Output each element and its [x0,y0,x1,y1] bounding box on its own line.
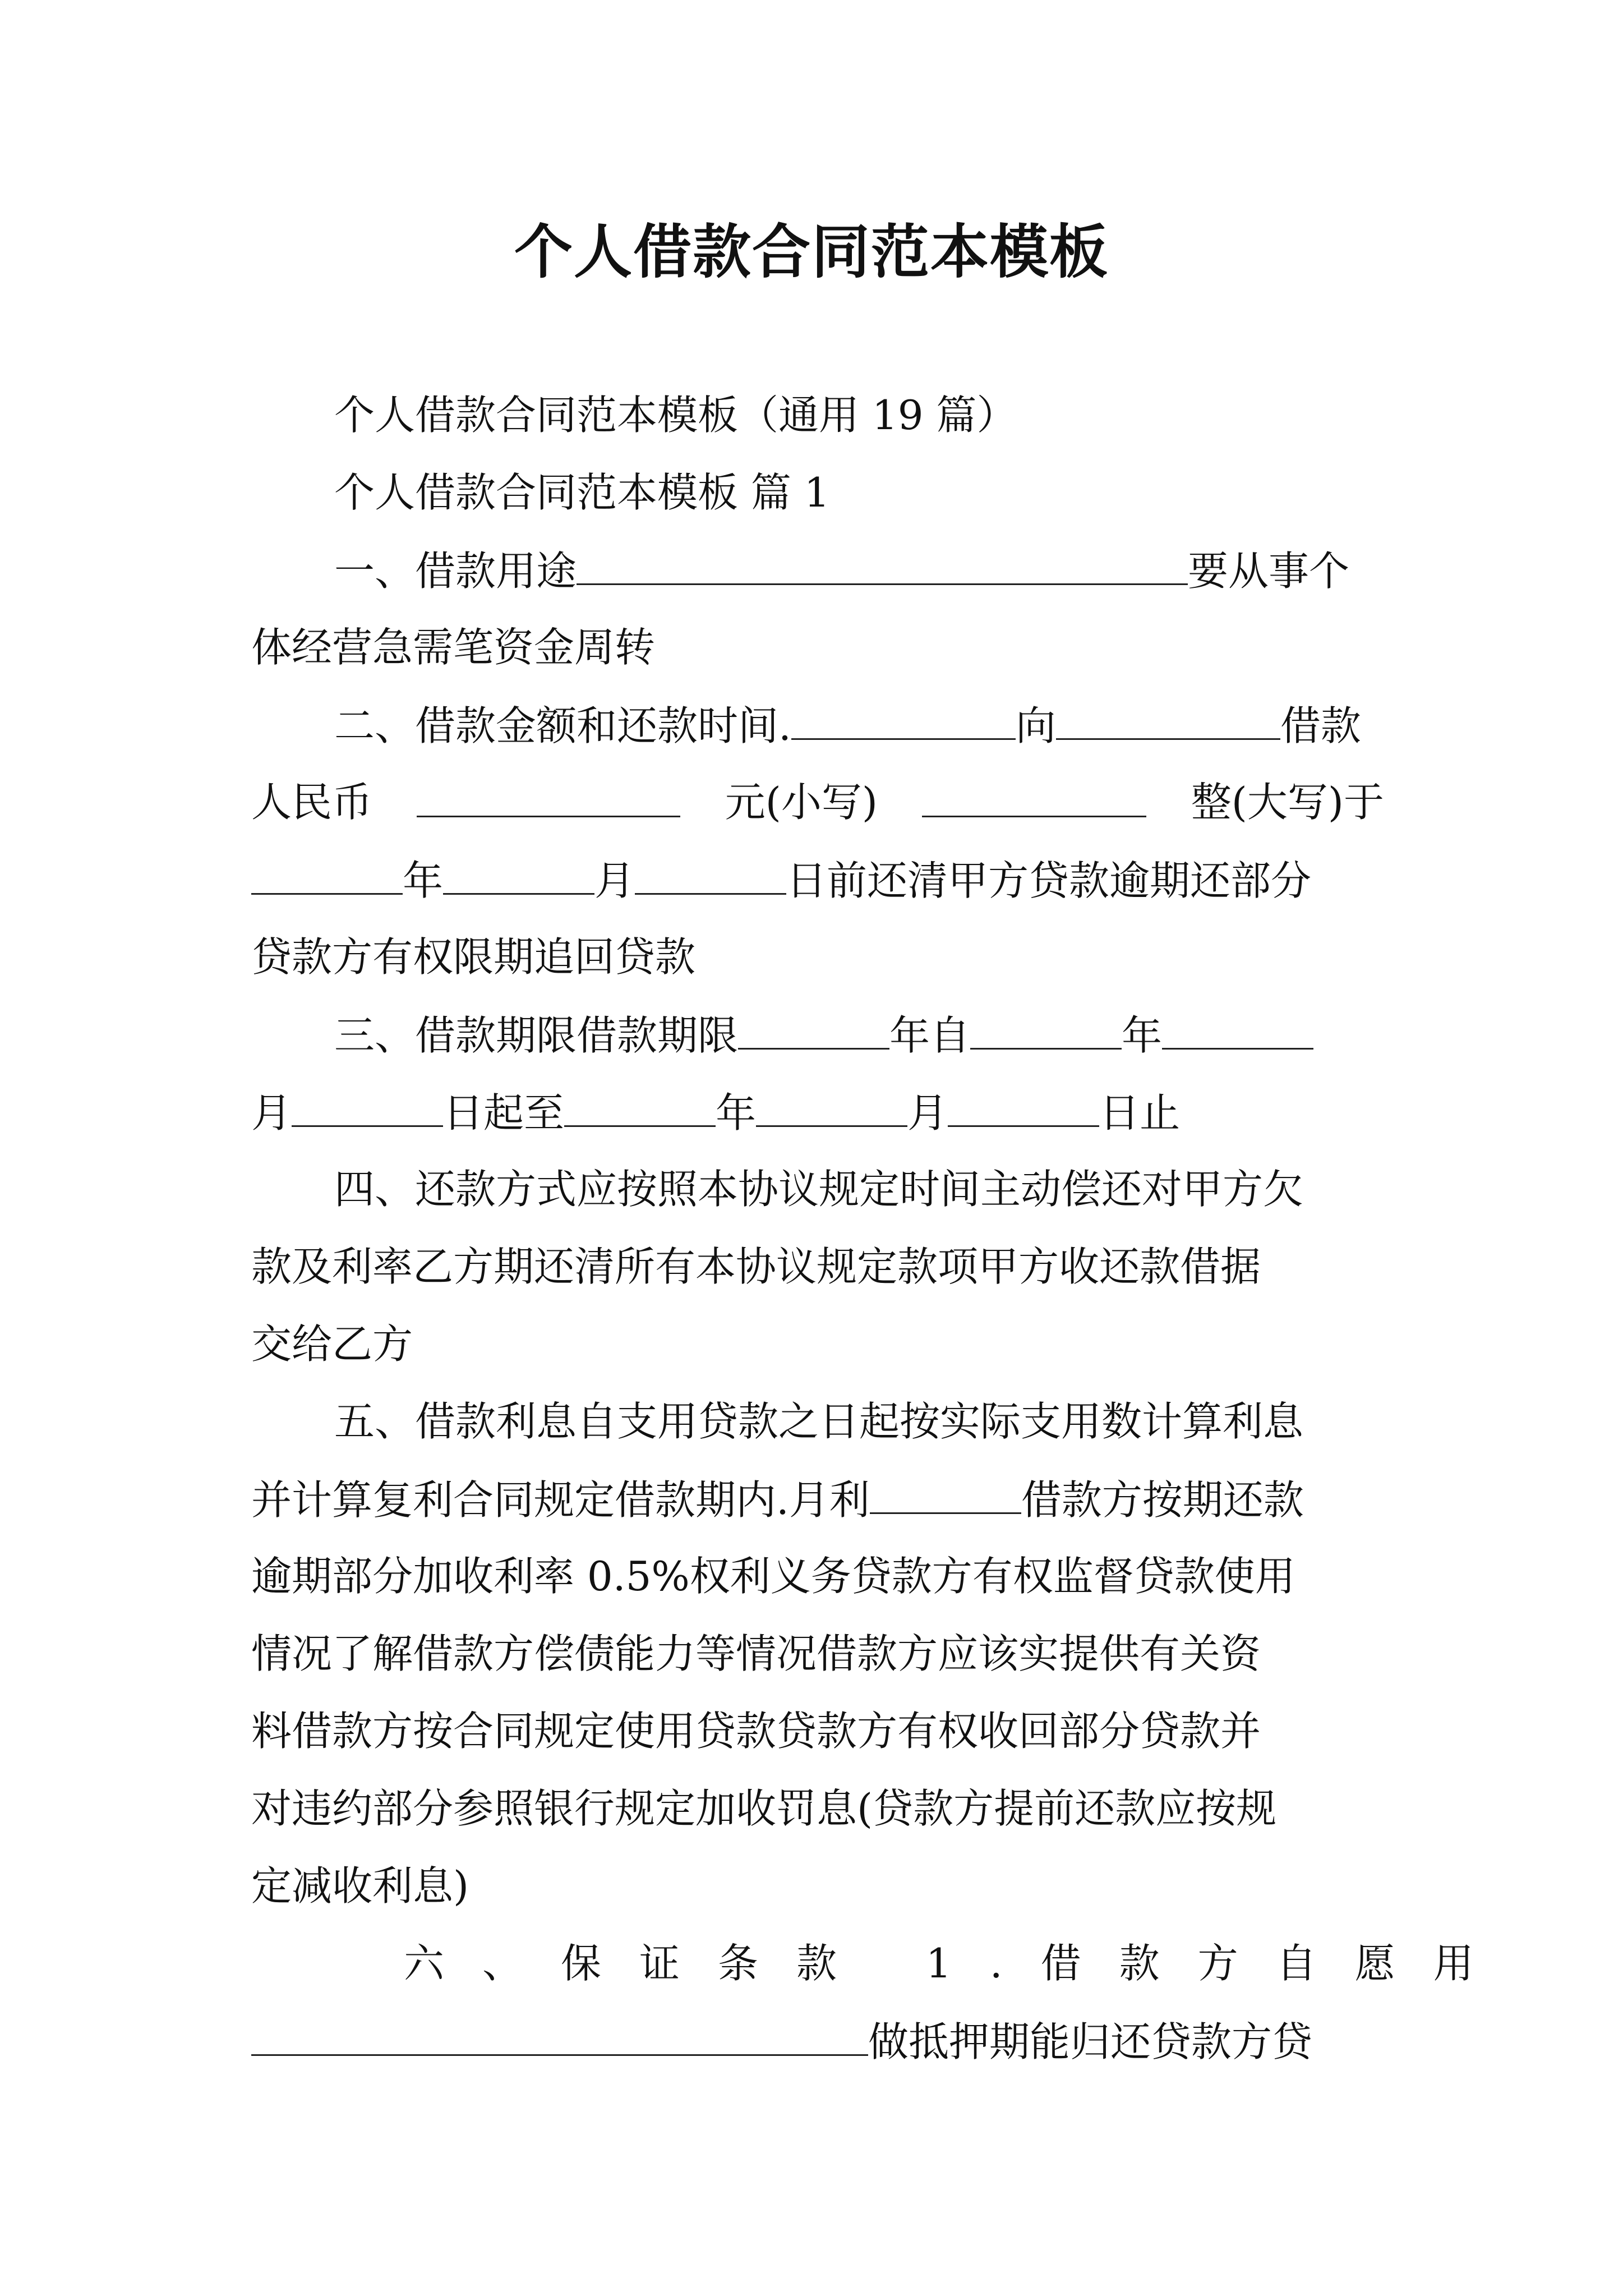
subtitle-line: 个人借款合同范本模板（通用 19 篇） [334,392,1017,439]
blank-field [738,1006,889,1050]
clause-2-line-2: 人民币 元(小写) 整(大写)于 [251,774,1384,830]
blank-field [251,852,403,895]
clause-4-line-1: 四、还款方式应按照本协议规定时间主动偿还对甲方欠 [334,1166,1304,1213]
clause-5-line-7: 定减收利息) [251,1862,469,1910]
clause-6-line-1: 六、保证条款 1.借款方自愿用 [404,1940,1512,1987]
blank-field [791,697,1016,740]
clause-5-line-6: 对违约部分参照银行规定加收罚息(贷款方提前还款应按规 [251,1785,1277,1832]
clause-5-line-5: 料借款方按合同规定使用贷款贷款方有权收回部分贷款并 [251,1708,1261,1755]
blank-field [922,774,1146,817]
clause-5-line-4: 情况了解借款方偿债能力等情况借款方应该实提供有关资 [251,1630,1261,1677]
clause-4-line-2: 款及利率乙方期还清所有本协议规定款项甲方收还款借据 [251,1243,1261,1290]
clause-5-line-2: 并计算复利合同规定借款期内.月利 借款方按期还款 [251,1471,1384,1528]
clause-2-line-1: 二、借款金额和还款时间. 向 借款 [334,697,1384,754]
blank-field [970,1006,1122,1050]
clause-2-line-3: 年 月 日前还清甲方贷款逾期还部分 [251,852,1384,909]
clause-5-line-3: 逾期部分加收利率 0.5%权利义务贷款方有权监督贷款使用 [251,1553,1295,1600]
clause-1-line-2: 体经营急需笔资金周转 [251,624,656,671]
blank-field [870,1471,1021,1514]
section-heading: 个人借款合同范本模板 篇 1 [334,469,830,516]
blank-field [1056,697,1280,740]
blank-field [417,774,680,817]
clause-1-line-1: 一、借款用途 要从事个 [334,542,1384,599]
blank-field [756,1084,907,1127]
clause-6-line-2: 做抵押期能归还贷款方贷 [251,2013,1384,2070]
blank-field [292,1084,443,1127]
blank-field [948,1084,1099,1127]
clause-3-line-1: 三、借款期限借款期限 年自 年 [334,1006,1384,1064]
clause-3-line-2: 月 日起至 年 月 日止 [251,1084,1384,1141]
blank-field [635,852,786,895]
clause-4-line-3: 交给乙方 [251,1320,413,1368]
blank-field [577,542,1188,585]
clause-2-line-4: 贷款方有权限期追回贷款 [251,933,696,981]
blank-field [251,2013,868,2056]
document-title: 个人借款合同范本模板 [514,217,1109,286]
blank-field [1162,1006,1313,1050]
blank-field [443,852,594,895]
clause-5-line-1: 五、借款利息自支用贷款之日起按实际支用数计算利息 [334,1398,1304,1445]
blank-field [564,1084,716,1127]
